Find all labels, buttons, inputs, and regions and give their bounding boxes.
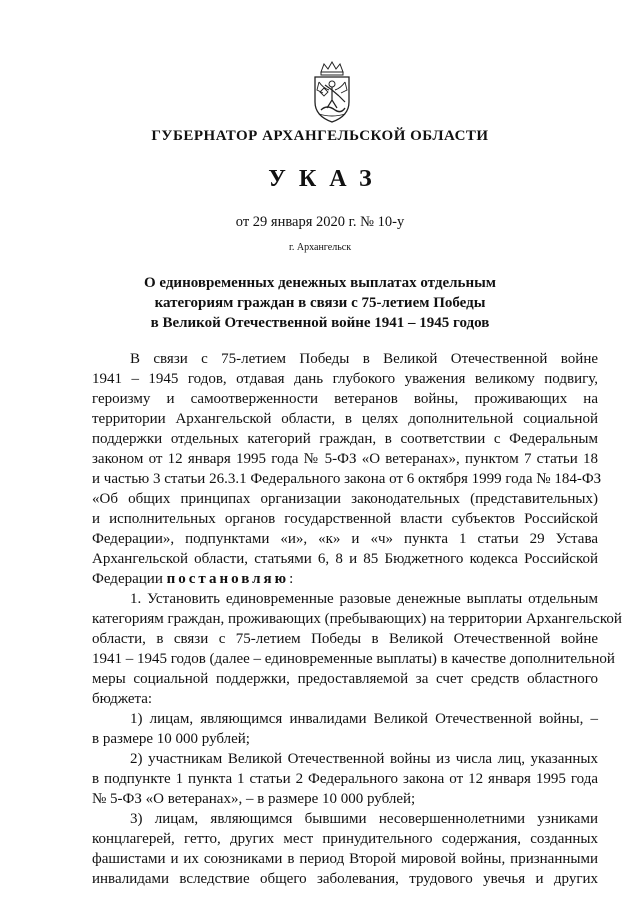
preamble-paragraph	[92, 349, 602, 589]
text-line: фашистами и их союзниками в период Второй мировой войны, признанными	[92, 851, 598, 867]
title-line: категориям граждан в связи с 75-летием Победы	[154, 295, 486, 311]
text-line: 1. Установить единовременные разовые денежные выплаты отдельным	[130, 591, 598, 607]
text-line: в размере 10 000 рублей;	[92, 731, 250, 747]
text-line: 1941 – 1945 годов, отдавая дань глубокого уважения великому подвигу,	[92, 371, 598, 387]
text-line: 3) лицам, являющимся бывшими несовершеннолетними узниками	[130, 811, 598, 827]
text-line: меры социальной поддержки, предоставляемой за счет средств областного	[92, 671, 598, 687]
text-line: категориям граждан, проживающих (пребывающих) на территории Архангельской	[92, 611, 622, 627]
text-line: «Об общих принципах организации законодательных (представительных)	[92, 491, 598, 507]
item-1-paragraph	[92, 589, 622, 709]
coat-of-arms-icon	[307, 60, 357, 124]
subitem-2-paragraph	[92, 749, 598, 809]
document-body	[92, 349, 622, 889]
text-line: В связи с 75-летием Победы в Великой Отечественной войне	[130, 351, 598, 367]
issuing-authority: ГУБЕРНАТОР АРХАНГЕЛЬСКОЙ ОБЛАСТИ	[151, 128, 489, 144]
text-line: 1) лицам, являющимся инвалидами Великой Отечественной войны, –	[130, 711, 598, 727]
text-line: 1941 – 1945 годов (далее – единовременные выплаты) в качестве дополнительной	[92, 651, 615, 667]
text-line: Архангельской области, статьями 6, 8 и 85 Бюджетного кодекса Российской	[92, 551, 598, 567]
text-line: Федерации», подпунктами «и», «к» и «ч» пункта 1 статьи 29 Устава	[92, 531, 598, 547]
document-title	[0, 273, 640, 333]
text-line: и частью 3 статьи 26.3.1 Федерального закона от 6 октября 1999 года № 184-ФЗ	[92, 471, 602, 487]
document-type: УКАЗ	[268, 166, 385, 192]
text-line: территории Архангельской области, в целях дополнительной социальной	[92, 411, 598, 427]
text-line: и исполнительных органов государственной власти субъектов Российской	[92, 511, 598, 527]
document-place: г. Архангельск	[288, 242, 352, 253]
preamble-last-word: Федерации	[92, 571, 163, 587]
text-line: в подпункте 1 пункта 1 статьи 2 Федерального закона от 12 января 1995 года	[92, 771, 598, 787]
document-date-number: от 29 января 2020 г. № 10-у	[235, 214, 405, 230]
subitem-3-paragraph	[92, 809, 598, 889]
text-line: области, в связи с 75-летием Победы в Великой Отечественной войне	[92, 631, 598, 647]
decree-word: постановляю	[166, 571, 290, 587]
text-line: бюджета:	[92, 691, 153, 707]
text-line: поддержки отдельных категорий граждан, в соответствии с Федеральным	[92, 431, 598, 447]
text-line: № 5-ФЗ «О ветеранах», – в размере 10 000 рублей;	[92, 791, 416, 807]
decree-colon: :	[289, 571, 294, 587]
text-line: законом от 12 января 1995 года № 5-ФЗ «О ветеранах», пунктом 7 статьи 18	[92, 451, 598, 467]
text-line: 2) участникам Великой Отечественной войны из числа лиц, указанных	[130, 751, 598, 767]
text-line: инвалидами вследствие общего заболевания, трудового увечья и других	[92, 871, 598, 887]
subitem-1-paragraph	[92, 709, 598, 749]
text-line: героизму и самоотверженности ветеранов войны, проживающих на	[92, 391, 598, 407]
title-line: О единовременных денежных выплатах отдельным	[143, 275, 497, 291]
title-line: в Великой Отечественной войне 1941 – 1945 годов	[150, 315, 490, 331]
text-line: концлагерей, гетто, других мест принудительного содержания, созданных	[92, 831, 598, 847]
text-line	[92, 569, 598, 589]
